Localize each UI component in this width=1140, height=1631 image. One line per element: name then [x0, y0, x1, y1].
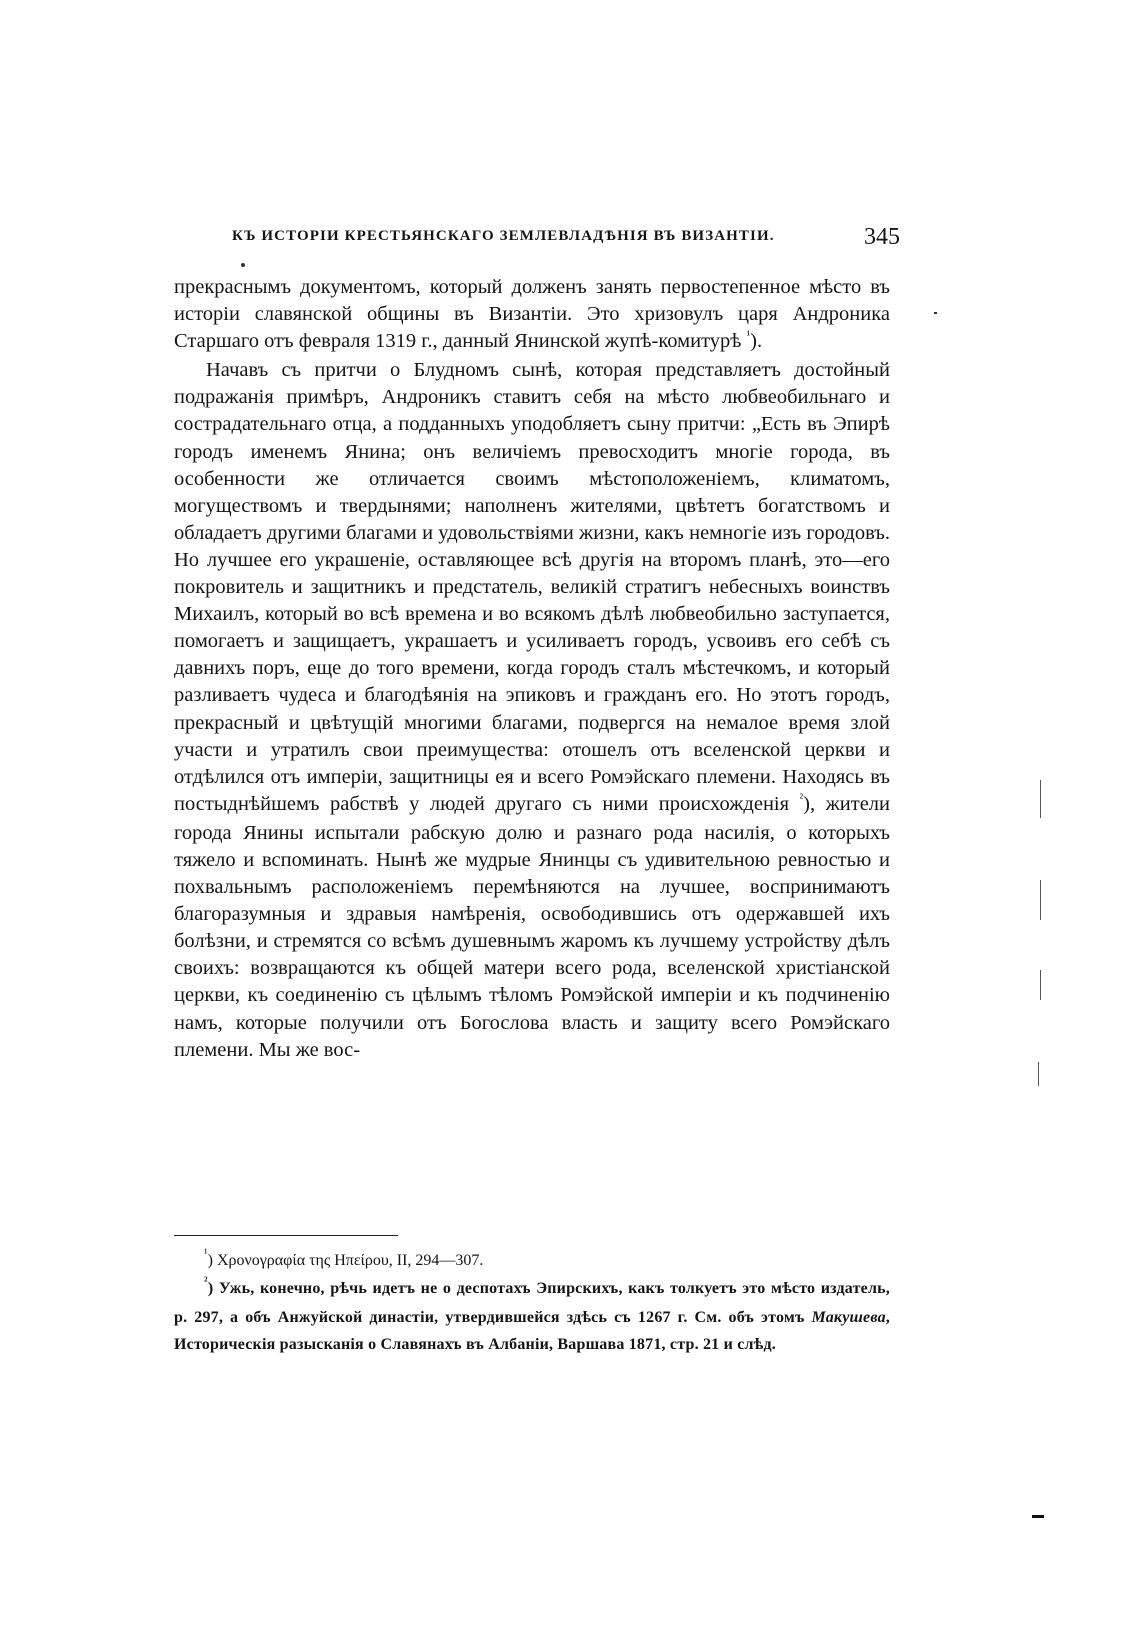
scan-edge-mark [1040, 780, 1041, 818]
ink-speck [241, 263, 245, 267]
paragraph-2-text-b: ), жители города Янины испытали рабскую долю и разнаго рода насилія, о которыхъ тяжело и вспоминать. Нынѣ же мудрые Янинцы съ удивительною ревностью и похвальнымъ расположеніемъ перемѣняются на лучшее, воспринимаютъ благоразумныя и здравыя намѣренія, освободившись отъ одержавшей ихъ болѣзни, и стремятся со всѣмъ душевнымъ жаромъ къ лучшему устройству дѣлъ своихъ: возвращаются къ общей матери всего рода, вселенской христіанской церкви, къ соединенію съ цѣлымъ тѣломъ Ромэйской имперіи и къ подчиненію намъ, которые получили отъ Богослова власть и защиту всего Ромэйскаго племени. Мы же вос- [174, 792, 890, 1061]
footnote-1 [174, 1247, 890, 1275]
footnote-ref-2: ² [799, 790, 804, 805]
footnote-2 [174, 1275, 890, 1358]
paragraph-1-end: ). [750, 330, 763, 353]
scan-edge-mark [1032, 1515, 1044, 1518]
scan-edge-mark [1040, 880, 1041, 920]
footnote-1-marker: ¹ [204, 1246, 208, 1260]
page-number: 345 [864, 224, 900, 250]
scan-edge-mark [1038, 1062, 1039, 1086]
page-header [232, 224, 900, 254]
footnote-ref-1: ¹ [746, 328, 751, 343]
footnote-2-text-a: ) Ужь, конечно, рѣчь идетъ не о деспотахъ Эпирскихъ, какъ толкуетъ это мѣсто издатель, p. 297, а объ Анжуйской династіи, утвердившейся здѣсь съ 1267 г. См. объ этомъ [174, 1280, 890, 1326]
paragraph-2 [174, 357, 890, 1063]
paragraph-1 [174, 274, 890, 357]
paragraph-2-text-a: Начавъ съ притчи о Блудномъ сынѣ, которая представляетъ достойный подражанія примѣръ, Андроникъ ставитъ себя на мѣсто любвеобильнаго и сострадательнаго отца, а подданныхъ уподобляетъ сыну притчи: „Есть въ Эпирѣ городъ именемъ Янина; онъ величіемъ превосходитъ многіе города, въ особенности же отличается своимъ мѣстоположеніемъ, климатомъ, могуществомъ и твердынями; наполненъ жителями, цвѣтетъ богатствомъ и обладаетъ другими благами и удовольствіями жизни, какъ немногіе изъ городовъ. Но лучшее его украшеніе, оставляющее всѣ другія на второмъ планѣ, это—его покровитель и защитникъ и предстатель, великій стратигъ небесныхъ воинствъ Михаилъ, который во всѣ времена и во всякомъ дѣлѣ любвеобильно заступается, помогаетъ и защищаетъ, украшаетъ и усиливаетъ городъ, усвоивъ его себѣ съ давнихъ поръ, еще до того времени, когда городъ сталъ мѣстечкомъ, и который разливаетъ чудеса и благодѣянія на эпиковъ и гражданъ его. Но этотъ городъ, прекрасный и цвѣтущій многими благами, подвергся на немалое время злой участи и утратилъ свои преимущества: отошелъ отъ вселенской церкви и отдѣлился отъ имперіи, защитницы ея и всего Ромэйскаго племени. Находясь въ постыднѣйшемъ рабствѣ у людей другаго съ ними происхожденія [174, 359, 890, 815]
footnote-1-text: ) Χρονογραφία της Ηπείρου, II, 294—307. [207, 1252, 484, 1269]
ink-speck [934, 312, 937, 314]
footnotes [174, 1247, 890, 1359]
paragraph-1-text: прекраснымъ документомъ, который долженъ занять первостепенное мѣсто въ исторіи славянской общины въ Византіи. Это хризовулъ царя Андроника Старшаго отъ февраля 1319 г., данный Янинской жупѣ-комитурѣ [174, 276, 890, 353]
footnote-divider [174, 1235, 398, 1236]
footnote-2-author: Макушева [811, 1308, 886, 1326]
footnote-2-marker: ² [204, 1274, 208, 1289]
footnote-2-text-b: , Историческія разысканія о Славянахъ въ Албаніи, Варшава 1871, стр. 21 и слѣд. [174, 1308, 890, 1354]
main-text [174, 274, 890, 1064]
scan-edge-mark [1040, 970, 1041, 1000]
running-head: КЪ ИСТОРІИ КРЕСТЬЯНСКАГО ЗЕМЛЕВЛАДѢНІЯ ВЪ ВИЗАНТІИ. [232, 228, 775, 244]
